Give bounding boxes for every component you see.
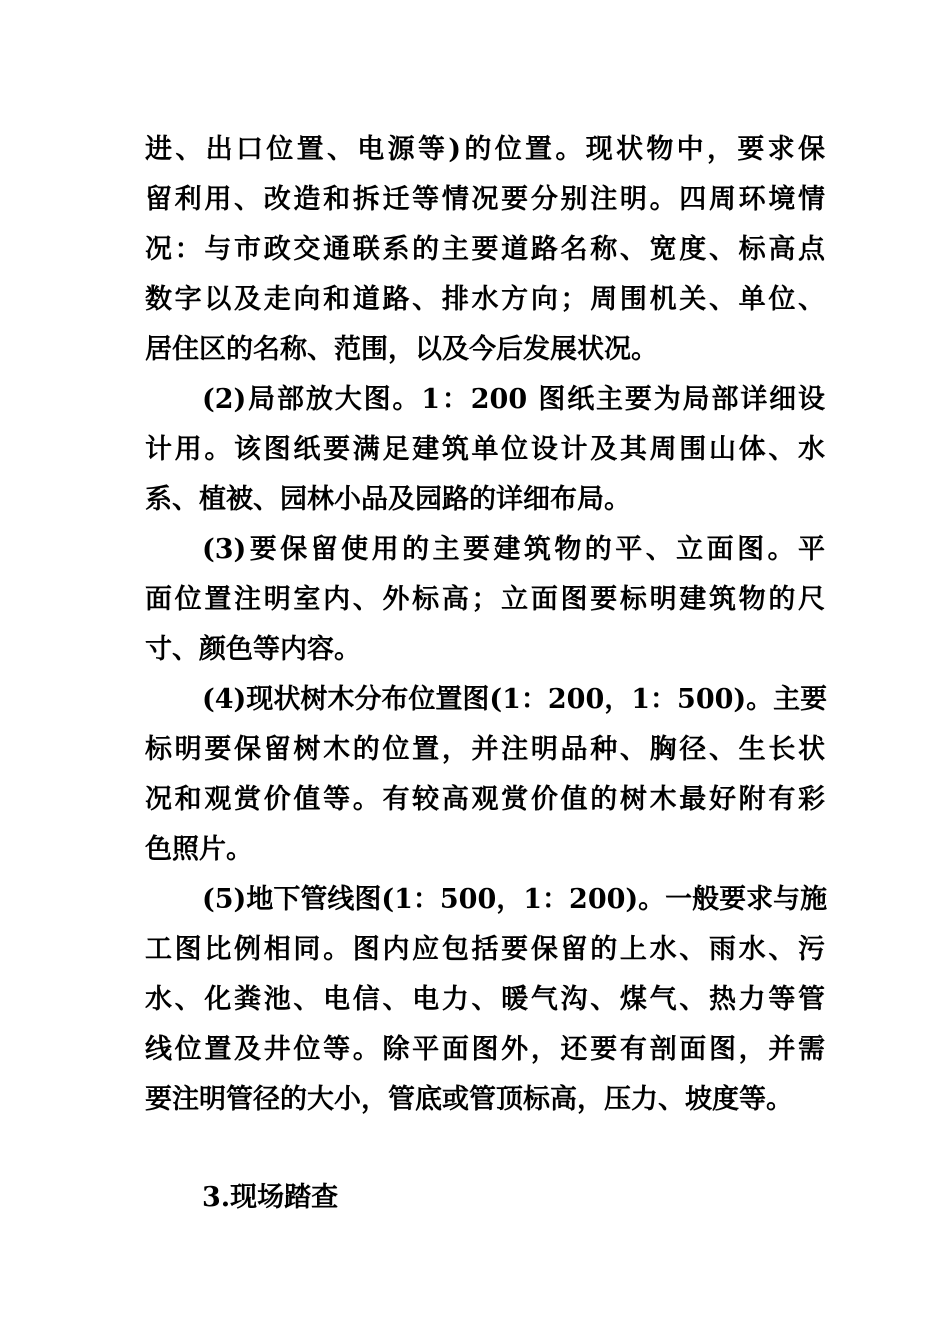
text-line: 线位置及井位等。除平面图外，还要有剖面图，并需 <box>145 1034 825 1065</box>
text-line: 留利用、改造和拆迁等情况要分别注明。四周环境情 <box>145 184 825 215</box>
text-line: 况：与市政交通联系的主要道路名称、宽度、标高点 <box>145 234 825 265</box>
text-line: 工图比例相同。图内应包括要保留的上水、雨水、污 <box>145 934 825 965</box>
text-line: (3)要保留使用的主要建筑物的平、立面图。平 <box>202 534 825 565</box>
text-line: 色照片。 <box>145 834 253 865</box>
text-line: 计用。该图纸要满足建筑单位设计及其周围山体、水 <box>145 434 825 465</box>
section-heading: 3.现场踏查 <box>202 1182 339 1213</box>
text-line: 要注明管径的大小，管底或管顶标高，压力、坡度等。 <box>145 1084 793 1115</box>
text-line: 居住区的名称、范围，以及今后发展状况。 <box>145 334 658 365</box>
text-line: 数字以及走向和道路、排水方向；周围机关、单位、 <box>145 284 825 315</box>
text-line: (5)地下管线图(1：500，1：200)。一般要求与施 <box>202 884 828 915</box>
text-line: 寸、颜色等内容。 <box>145 634 361 665</box>
text-line: 况和观赏价值等。有较高观赏价值的树木最好附有彩 <box>145 784 825 815</box>
text-line: 进、出口位置、电源等)的位置。现状物中，要求保 <box>145 134 825 165</box>
text-line: (2)局部放大图。1：200 图纸主要为局部详细设 <box>202 384 825 415</box>
text-line: 水、化粪池、电信、电力、暖气沟、煤气、热力等管 <box>145 984 825 1015</box>
text-line: 系、植被、园林小品及园路的详细布局。 <box>145 484 631 515</box>
text-line: 面位置注明室内、外标高；立面图要标明建筑物的尺 <box>145 584 825 615</box>
text-line: 标明要保留树木的位置，并注明品种、胸径、生长状 <box>145 734 825 765</box>
text-line: (4)现状树木分布位置图(1：200，1：500)。主要 <box>202 684 828 715</box>
